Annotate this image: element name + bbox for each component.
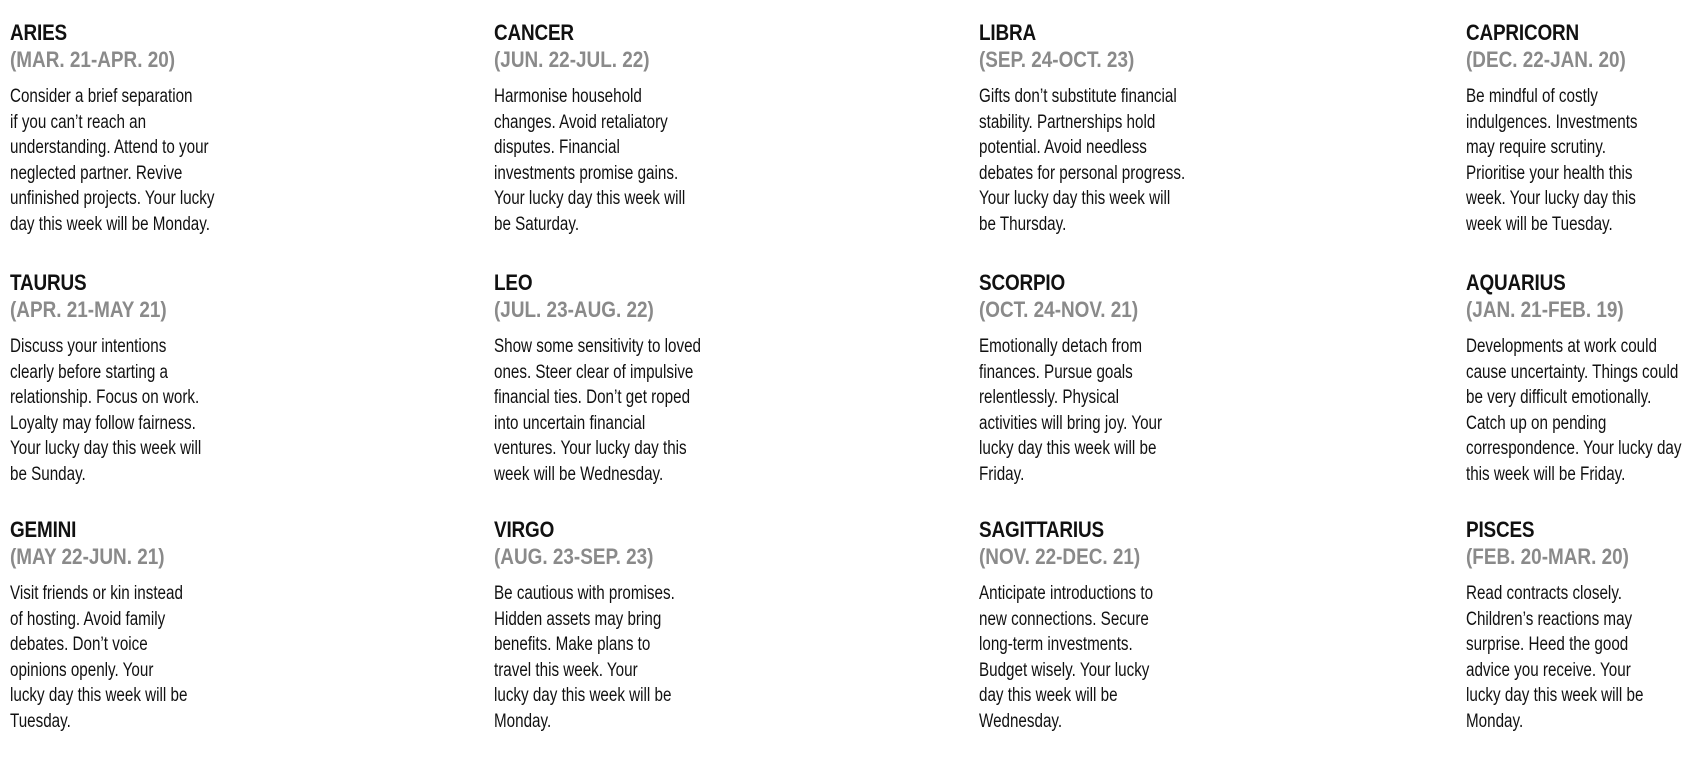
sign-dates: (NOV. 22-DEC. 21) bbox=[979, 544, 1141, 569]
sign-forecast: Be mindful of costly indulgences. Investments may require scrutiny. Prioritise your health this week. Your lucky day this week will be Tuesday. bbox=[1466, 86, 1638, 235]
horoscope-entry-aquarius bbox=[1466, 270, 1697, 488]
sign-forecast: Be cautious with promises. Hidden assets may bring benefits. Make plans to travel this week. Your lucky day this week will be Monday. bbox=[494, 583, 675, 732]
horoscope-entry-pisces bbox=[1466, 517, 1697, 735]
sign-name: LIBRA bbox=[979, 20, 1036, 45]
sign-name: PISCES bbox=[1466, 517, 1535, 542]
horoscope-entry-gemini bbox=[10, 517, 250, 735]
sign-dates: (JAN. 21-FEB. 19) bbox=[1466, 297, 1624, 322]
sign-dates: (FEB. 20-MAR. 20) bbox=[1466, 544, 1629, 569]
horoscope-entry-aries bbox=[10, 20, 250, 238]
sign-name: TAURUS bbox=[10, 270, 87, 295]
sign-forecast: Emotionally detach from finances. Pursue goals relentlessly. Physical activities will bring joy. Your lucky day this week will be Friday. bbox=[979, 336, 1163, 485]
sign-forecast: Read contracts closely. Children’s reactions may surprise. Heed the good advice you receive. Your lucky day this week will be Monday. bbox=[1466, 583, 1644, 732]
sign-name: ARIES bbox=[10, 20, 67, 45]
horoscope-entry-taurus bbox=[10, 270, 250, 488]
horoscope-entry-cancer bbox=[494, 20, 734, 238]
sign-forecast: Developments at work could cause uncertainty. Things could be very difficult emotionally. Catch up on pending correspondence. Your lucky day this week will be Friday. bbox=[1466, 336, 1682, 485]
horoscope-entry-capricorn bbox=[1466, 20, 1697, 238]
sign-forecast: Show some sensitivity to loved ones. Steer clear of impulsive financial ties. Don’t get roped into uncertain financial ventures. Your lucky day this week will be Wednesday. bbox=[494, 336, 701, 485]
sign-name: LEO bbox=[494, 270, 533, 295]
sign-dates: (OCT. 24-NOV. 21) bbox=[979, 297, 1139, 322]
sign-forecast: Visit friends or kin instead of hosting. Avoid family debates. Don’t voice opinions openly. Your lucky day this week will be Tuesday. bbox=[10, 583, 188, 732]
sign-dates: (MAY 22-JUN. 21) bbox=[10, 544, 165, 569]
horoscope-entry-libra bbox=[979, 20, 1219, 238]
sign-forecast: Gifts don’t substitute financial stability. Partnerships hold potential. Avoid needless debates for personal progress. Your lucky day this week will be Thursday. bbox=[979, 86, 1186, 235]
sign-name: SAGITTARIUS bbox=[979, 517, 1104, 542]
horoscope-entry-virgo bbox=[494, 517, 734, 735]
horoscope-entry-sagittarius bbox=[979, 517, 1219, 735]
sign-dates: (MAR. 21-APR. 20) bbox=[10, 47, 176, 72]
sign-name: VIRGO bbox=[494, 517, 555, 542]
sign-dates: (DEC. 22-JAN. 20) bbox=[1466, 47, 1626, 72]
sign-name: CANCER bbox=[494, 20, 574, 45]
sign-dates: (JUN. 22-JUL. 22) bbox=[494, 47, 650, 72]
sign-name: AQUARIUS bbox=[1466, 270, 1566, 295]
sign-name: GEMINI bbox=[10, 517, 77, 542]
horoscope-entry-scorpio bbox=[979, 270, 1219, 488]
horoscope-entry-leo bbox=[494, 270, 734, 488]
sign-forecast: Harmonise household changes. Avoid retaliatory disputes. Financial investments promise gains. Your lucky day this week will be Saturday. bbox=[494, 86, 686, 235]
sign-forecast: Consider a brief separation if you can’t reach an understanding. Attend to your neglected partner. Revive unfinished projects. Your lucky day this week will be Monday. bbox=[10, 86, 215, 235]
sign-dates: (JUL. 23-AUG. 22) bbox=[494, 297, 654, 322]
sign-name: SCORPIO bbox=[979, 270, 1066, 295]
sign-forecast: Anticipate introductions to new connections. Secure long-term investments. Budget wisely. Your lucky day this week will be Wednesday. bbox=[979, 583, 1154, 732]
sign-dates: (AUG. 23-SEP. 23) bbox=[494, 544, 654, 569]
sign-name: CAPRICORN bbox=[1466, 20, 1580, 45]
sign-forecast: Discuss your intentions clearly before starting a relationship. Focus on work. Loyalty may follow fairness. Your lucky day this week will be Sunday. bbox=[10, 336, 202, 485]
sign-dates: (SEP. 24-OCT. 23) bbox=[979, 47, 1135, 72]
sign-dates: (APR. 21-MAY 21) bbox=[10, 297, 167, 322]
